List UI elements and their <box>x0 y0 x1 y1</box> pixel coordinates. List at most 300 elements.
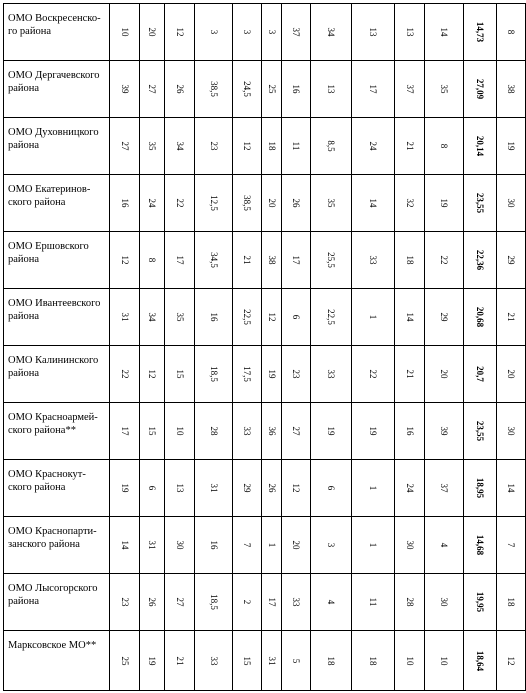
cell-value: 38,5 <box>242 195 252 211</box>
cell-value: 14 <box>404 312 415 322</box>
score-cell <box>110 403 140 460</box>
average-cell <box>464 574 497 631</box>
score-cell <box>352 346 395 403</box>
average-cell <box>464 460 497 517</box>
municipality-name: ОМО Краснопарти- занского района <box>4 517 110 574</box>
score-cell <box>110 289 140 346</box>
cell-value: 25 <box>266 84 277 94</box>
score-cell <box>110 346 140 403</box>
score-cell <box>395 346 425 403</box>
cell-value: 25 <box>119 656 130 665</box>
score-cell <box>395 574 425 631</box>
cell-value: 16 <box>208 540 219 550</box>
cell-value: 1 <box>368 314 378 320</box>
score-cell <box>233 574 262 631</box>
cell-value: 38,5 <box>208 81 219 97</box>
score-cell <box>140 232 165 289</box>
score-cell <box>395 403 425 460</box>
score-cell <box>282 4 311 61</box>
cell-value: 3 <box>266 29 277 35</box>
score-cell <box>195 61 233 118</box>
cell-value: 6 <box>326 485 336 491</box>
score-cell <box>233 517 262 574</box>
average-cell <box>464 403 497 460</box>
score-cell <box>165 346 195 403</box>
score-cell <box>165 4 195 61</box>
score-cell <box>140 574 165 631</box>
score-cell <box>311 61 352 118</box>
rank-cell <box>497 517 526 574</box>
cell-value: 23 <box>208 141 219 151</box>
municipality-name: ОМО Ивантеевского района <box>4 289 110 346</box>
cell-value: 1 <box>266 542 277 548</box>
cell-value: 17 <box>266 597 277 607</box>
score-cell <box>395 232 425 289</box>
municipality-name: ОМО Екатеринов- ского района <box>4 175 110 232</box>
score-cell <box>262 61 282 118</box>
cell-value: 29 <box>439 312 449 322</box>
score-cell <box>233 460 262 517</box>
score-cell <box>165 175 195 232</box>
score-cell <box>165 289 195 346</box>
average-cell <box>464 289 497 346</box>
cell-value: 15 <box>174 369 185 379</box>
score-cell <box>110 517 140 574</box>
rank-cell <box>497 175 526 232</box>
score-cell <box>233 118 262 175</box>
cell-value: 14 <box>119 540 130 550</box>
cell-value: 33 <box>291 597 301 607</box>
cell-value: 20,14 <box>475 135 485 157</box>
cell-value: 33 <box>242 426 252 436</box>
cell-value: 35 <box>439 84 449 94</box>
cell-value: 26 <box>266 483 277 493</box>
cell-value: 16 <box>404 426 415 436</box>
score-cell <box>395 4 425 61</box>
score-cell <box>352 4 395 61</box>
score-cell <box>282 61 311 118</box>
rank-cell <box>497 61 526 118</box>
score-cell <box>395 289 425 346</box>
cell-value: 1 <box>368 542 378 548</box>
cell-value: 12 <box>242 141 252 151</box>
table-row <box>4 289 526 346</box>
score-cell <box>425 403 464 460</box>
cell-value: 23,55 <box>475 420 485 442</box>
score-cell <box>352 175 395 232</box>
score-cell <box>262 175 282 232</box>
cell-value: 14 <box>439 27 449 37</box>
score-cell <box>140 175 165 232</box>
cell-value: 22,5 <box>242 309 252 325</box>
cell-value: 17 <box>119 426 130 436</box>
cell-value: 20,7 <box>475 366 485 382</box>
score-cell <box>110 232 140 289</box>
cell-value: 4 <box>439 542 449 548</box>
cell-value: 34,5 <box>208 252 219 268</box>
score-cell <box>195 232 233 289</box>
score-cell <box>195 517 233 574</box>
table-row <box>4 346 526 403</box>
cell-value: 16 <box>208 312 219 322</box>
cell-value: 19 <box>266 369 277 379</box>
cell-value: 28 <box>208 426 219 436</box>
cell-value: 17 <box>174 255 185 265</box>
score-cell <box>262 289 282 346</box>
cell-value: 19 <box>439 198 449 208</box>
cell-value: 30 <box>506 426 516 436</box>
cell-value: 23 <box>119 597 130 607</box>
score-cell <box>110 574 140 631</box>
cell-value: 35 <box>174 312 185 322</box>
cell-value: 10 <box>439 656 449 665</box>
score-cell <box>311 460 352 517</box>
average-cell <box>464 4 497 61</box>
cell-value: 22,36 <box>475 249 485 271</box>
score-cell <box>352 232 395 289</box>
cell-value: 31 <box>266 656 277 665</box>
score-cell <box>282 346 311 403</box>
municipality-name: Марксовское МО** <box>4 631 110 691</box>
score-cell <box>395 61 425 118</box>
score-cell <box>352 403 395 460</box>
score-cell <box>282 517 311 574</box>
cell-value: 24 <box>368 141 378 151</box>
cell-value: 14,73 <box>475 21 485 43</box>
score-cell <box>425 232 464 289</box>
score-cell <box>195 346 233 403</box>
cell-value: 24 <box>147 198 157 208</box>
score-cell <box>233 232 262 289</box>
rank-cell <box>497 118 526 175</box>
municipality-name: ОМО Лысогорского района <box>4 574 110 631</box>
table-row <box>4 232 526 289</box>
score-cell <box>110 460 140 517</box>
score-cell <box>282 460 311 517</box>
table-row <box>4 631 526 691</box>
cell-value: 13 <box>326 84 336 94</box>
cell-value: 19 <box>119 483 130 493</box>
cell-value: 12 <box>174 27 185 37</box>
cell-value: 39 <box>439 426 449 436</box>
score-cell <box>395 460 425 517</box>
average-cell <box>464 346 497 403</box>
cell-value: 12 <box>266 312 277 322</box>
score-cell <box>395 631 425 691</box>
cell-value: 13 <box>368 27 378 37</box>
score-cell <box>110 118 140 175</box>
cell-value: 6 <box>291 314 301 320</box>
cell-value: 12 <box>291 483 301 493</box>
score-cell <box>262 118 282 175</box>
score-cell <box>282 232 311 289</box>
rank-cell <box>497 574 526 631</box>
rank-cell <box>497 346 526 403</box>
score-cell <box>282 175 311 232</box>
cell-value: 22 <box>119 369 130 379</box>
cell-value: 11 <box>368 597 378 607</box>
score-cell <box>233 175 262 232</box>
cell-value: 13 <box>174 483 185 493</box>
score-cell <box>195 289 233 346</box>
score-cell <box>233 61 262 118</box>
score-cell <box>425 4 464 61</box>
cell-value: 17 <box>291 255 301 265</box>
score-cell <box>233 289 262 346</box>
cell-value: 21 <box>404 141 415 151</box>
score-cell <box>165 631 195 691</box>
score-cell <box>195 403 233 460</box>
cell-value: 26 <box>174 84 185 94</box>
cell-value: 10 <box>174 426 185 436</box>
cell-value: 39 <box>119 84 130 94</box>
score-cell <box>140 460 165 517</box>
score-cell <box>110 631 140 691</box>
score-cell <box>352 460 395 517</box>
cell-value: 12 <box>147 369 157 379</box>
score-cell <box>352 289 395 346</box>
cell-value: 37 <box>439 483 449 493</box>
score-cell <box>352 61 395 118</box>
score-cell <box>140 118 165 175</box>
cell-value: 38 <box>266 255 277 265</box>
cell-value: 23,55 <box>475 192 485 214</box>
score-cell <box>165 232 195 289</box>
cell-value: 3 <box>208 29 219 35</box>
cell-value: 8 <box>439 143 449 149</box>
average-cell <box>464 118 497 175</box>
table-row <box>4 517 526 574</box>
cell-value: 26 <box>147 597 157 607</box>
cell-value: 29 <box>506 255 516 265</box>
municipality-name: ОМО Ершовского района <box>4 232 110 289</box>
cell-value: 18,95 <box>475 477 485 499</box>
score-cell <box>425 574 464 631</box>
cell-value: 20,68 <box>475 306 485 328</box>
score-cell <box>140 517 165 574</box>
cell-value: 34 <box>326 27 336 37</box>
cell-value: 27,09 <box>475 78 485 100</box>
cell-value: 35 <box>147 141 157 151</box>
municipality-name: ОМО Красноармей- ского района** <box>4 403 110 460</box>
cell-value: 25,5 <box>326 252 336 268</box>
cell-value: 17 <box>368 84 378 94</box>
score-cell <box>233 4 262 61</box>
municipality-name: ОМО Духовницкого района <box>4 118 110 175</box>
score-cell <box>425 346 464 403</box>
score-cell <box>195 574 233 631</box>
score-cell <box>110 61 140 118</box>
cell-value: 16 <box>119 198 130 208</box>
score-cell <box>282 403 311 460</box>
cell-value: 8 <box>147 257 157 263</box>
score-cell <box>110 4 140 61</box>
rank-cell <box>497 403 526 460</box>
cell-value: 38 <box>506 84 516 94</box>
cell-value: 22,5 <box>326 309 336 325</box>
cell-value: 18 <box>266 141 277 151</box>
cell-value: 31 <box>147 540 157 550</box>
score-cell <box>311 517 352 574</box>
score-cell <box>425 460 464 517</box>
cell-value: 14,68 <box>475 534 485 556</box>
score-cell <box>425 631 464 691</box>
score-cell <box>140 61 165 118</box>
cell-value: 31 <box>208 483 219 493</box>
cell-value: 13 <box>404 27 415 37</box>
score-cell <box>165 460 195 517</box>
rank-cell <box>497 4 526 61</box>
table-row <box>4 175 526 232</box>
table-row <box>4 118 526 175</box>
score-cell <box>352 574 395 631</box>
cell-value: 18 <box>368 656 378 665</box>
score-cell <box>233 631 262 691</box>
cell-value: 4 <box>326 599 336 605</box>
rank-cell <box>497 460 526 517</box>
cell-value: 7 <box>506 542 516 548</box>
score-cell <box>311 289 352 346</box>
cell-value: 27 <box>291 426 301 436</box>
municipality-name: ОМО Краснокут- ского района <box>4 460 110 517</box>
score-cell <box>425 517 464 574</box>
cell-value: 31 <box>119 312 130 322</box>
score-cell <box>195 118 233 175</box>
cell-value: 32 <box>404 198 415 208</box>
cell-value: 22 <box>174 198 185 208</box>
table-row <box>4 460 526 517</box>
cell-value: 30 <box>506 198 516 208</box>
cell-value: 37 <box>291 27 301 37</box>
table-row <box>4 4 526 61</box>
cell-value: 33 <box>368 255 378 265</box>
score-cell <box>311 631 352 691</box>
score-cell <box>311 118 352 175</box>
cell-value: 27 <box>174 597 185 607</box>
cell-value: 34 <box>147 312 157 322</box>
score-cell <box>425 289 464 346</box>
cell-value: 24 <box>404 483 415 493</box>
cell-value: 20 <box>506 369 516 379</box>
cell-value: 21 <box>242 255 252 265</box>
score-cell <box>165 517 195 574</box>
score-cell <box>262 460 282 517</box>
cell-value: 30 <box>439 597 449 607</box>
score-cell <box>195 175 233 232</box>
cell-value: 29 <box>242 483 252 493</box>
score-cell <box>311 4 352 61</box>
municipality-name: ОМО Воскресенско- го района <box>4 4 110 61</box>
cell-value: 20 <box>291 540 301 550</box>
cell-value: 6 <box>147 485 157 491</box>
cell-value: 19,95 <box>475 591 485 613</box>
score-cell <box>165 574 195 631</box>
score-cell <box>425 61 464 118</box>
score-cell <box>140 631 165 691</box>
score-cell <box>110 175 140 232</box>
score-cell <box>311 403 352 460</box>
score-cell <box>262 232 282 289</box>
cell-value: 27 <box>147 84 157 94</box>
cell-value: 33 <box>208 656 219 665</box>
score-cell <box>165 61 195 118</box>
cell-value: 5 <box>291 658 301 663</box>
score-cell <box>195 460 233 517</box>
cell-value: 18 <box>326 656 336 665</box>
cell-value: 14 <box>506 483 516 493</box>
score-cell <box>282 631 311 691</box>
cell-value: 8,5 <box>326 140 336 152</box>
cell-value: 27 <box>119 141 130 151</box>
cell-value: 28 <box>404 597 415 607</box>
cell-value: 23 <box>291 369 301 379</box>
cell-value: 30 <box>174 540 185 550</box>
score-cell <box>311 346 352 403</box>
score-cell <box>140 403 165 460</box>
cell-value: 18,5 <box>208 594 219 610</box>
cell-value: 21 <box>174 656 185 665</box>
cell-value: 7 <box>242 542 252 548</box>
score-cell <box>262 403 282 460</box>
average-cell <box>464 631 497 691</box>
cell-value: 20 <box>439 369 449 379</box>
municipality-name: ОМО Калининского района <box>4 346 110 403</box>
score-cell <box>352 631 395 691</box>
cell-value: 15 <box>242 656 252 665</box>
rank-cell <box>497 289 526 346</box>
score-cell <box>233 346 262 403</box>
cell-value: 22 <box>368 369 378 379</box>
cell-value: 10 <box>119 27 130 37</box>
cell-value: 18,64 <box>475 650 485 671</box>
rank-cell <box>497 232 526 289</box>
cell-value: 30 <box>404 540 415 550</box>
cell-value: 3 <box>326 542 336 548</box>
score-cell <box>282 574 311 631</box>
score-cell <box>195 4 233 61</box>
cell-value: 12 <box>506 656 516 665</box>
cell-value: 8 <box>506 29 516 35</box>
average-cell <box>464 517 497 574</box>
cell-value: 12 <box>119 255 130 265</box>
score-cell <box>311 232 352 289</box>
cell-value: 24,5 <box>242 81 252 97</box>
average-cell <box>464 232 497 289</box>
table-row <box>4 403 526 460</box>
score-cell <box>352 118 395 175</box>
score-cell <box>140 346 165 403</box>
score-cell <box>165 403 195 460</box>
score-cell <box>195 631 233 691</box>
score-cell <box>282 289 311 346</box>
score-cell <box>395 118 425 175</box>
cell-value: 18 <box>506 597 516 607</box>
table-row <box>4 61 526 118</box>
cell-value: 19 <box>326 426 336 436</box>
cell-value: 33 <box>326 369 336 379</box>
table-row <box>4 574 526 631</box>
cell-value: 2 <box>242 599 252 605</box>
score-cell <box>262 346 282 403</box>
average-cell <box>464 61 497 118</box>
score-cell <box>311 175 352 232</box>
cell-value: 37 <box>404 84 415 94</box>
score-cell <box>425 118 464 175</box>
cell-value: 16 <box>291 84 301 94</box>
rank-cell <box>497 631 526 691</box>
cell-value: 10 <box>404 656 415 665</box>
cell-value: 36 <box>266 426 277 436</box>
